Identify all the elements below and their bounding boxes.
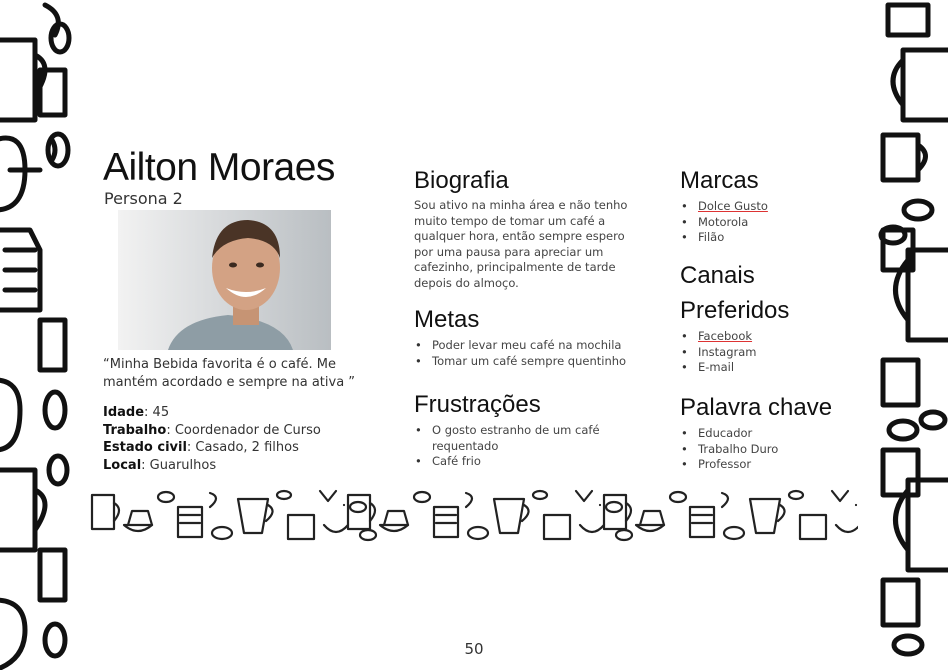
list-item: • Filão — [680, 230, 850, 246]
list-item: • Facebook — [680, 329, 850, 345]
list-item: • Poder levar meu café na mochila — [414, 338, 654, 354]
persona-quote: “Minha Bebida favorita é o café. Me mantém acordado e sempre na ativa ” — [103, 357, 356, 390]
list-item: • Educador — [680, 426, 850, 442]
persona-name: Ailton Moraes — [103, 146, 335, 189]
frustracoes-list — [414, 423, 624, 470]
coffee-doodle-border-right — [878, 0, 948, 670]
info-age: Idade: 45 — [103, 405, 170, 420]
info-job: Trabalho: Coordenador de Curso — [103, 422, 321, 438]
biografia-text: Sou ativo na minha área e não tenho muito tempo de tomar um café a qualquer hora, então sempre espero por uma pausa para apreciar um cafezinho, principalmente de tarde depois do almoço. — [414, 198, 628, 290]
canais-list — [680, 329, 850, 376]
canais-heading-line1: Canais — [680, 262, 755, 289]
coffee-doodle-border-left — [0, 0, 72, 670]
biografia-heading: Biografia — [414, 167, 509, 194]
list-item: • Café frio — [414, 454, 624, 470]
marcas-heading: Marcas — [680, 167, 759, 194]
palavra-chave-heading: Palavra chave — [680, 394, 833, 421]
canais-heading-line2: Preferidos — [680, 297, 790, 324]
metas-heading: Metas — [414, 306, 480, 333]
list-item: • E-mail — [680, 360, 850, 376]
list-item: • Professor — [680, 457, 850, 473]
list-item: • Tomar um café sempre quentinho — [414, 354, 654, 370]
palavra-chave-list — [680, 426, 850, 473]
list-item: • Trabalho Duro — [680, 442, 850, 458]
frustracoes-heading: Frustrações — [414, 391, 541, 418]
persona-subtitle: Persona 2 — [104, 189, 183, 208]
list-item: • Instagram — [680, 345, 850, 361]
marcas-list — [680, 199, 850, 246]
metas-list — [414, 338, 654, 369]
persona-photo — [118, 210, 331, 350]
coffee-doodle-strip — [88, 485, 858, 547]
list-item: • O gosto estranho de um café requentado — [414, 423, 624, 454]
info-marital-status: Estado civil: Casado, 2 filhos — [103, 440, 299, 455]
info-location: Local: Guarulhos — [103, 457, 217, 473]
list-item: • Dolce Gusto — [680, 199, 850, 215]
page-number: 50 — [464, 640, 484, 658]
list-item: • Motorola — [680, 215, 850, 231]
persona-info — [103, 404, 321, 474]
